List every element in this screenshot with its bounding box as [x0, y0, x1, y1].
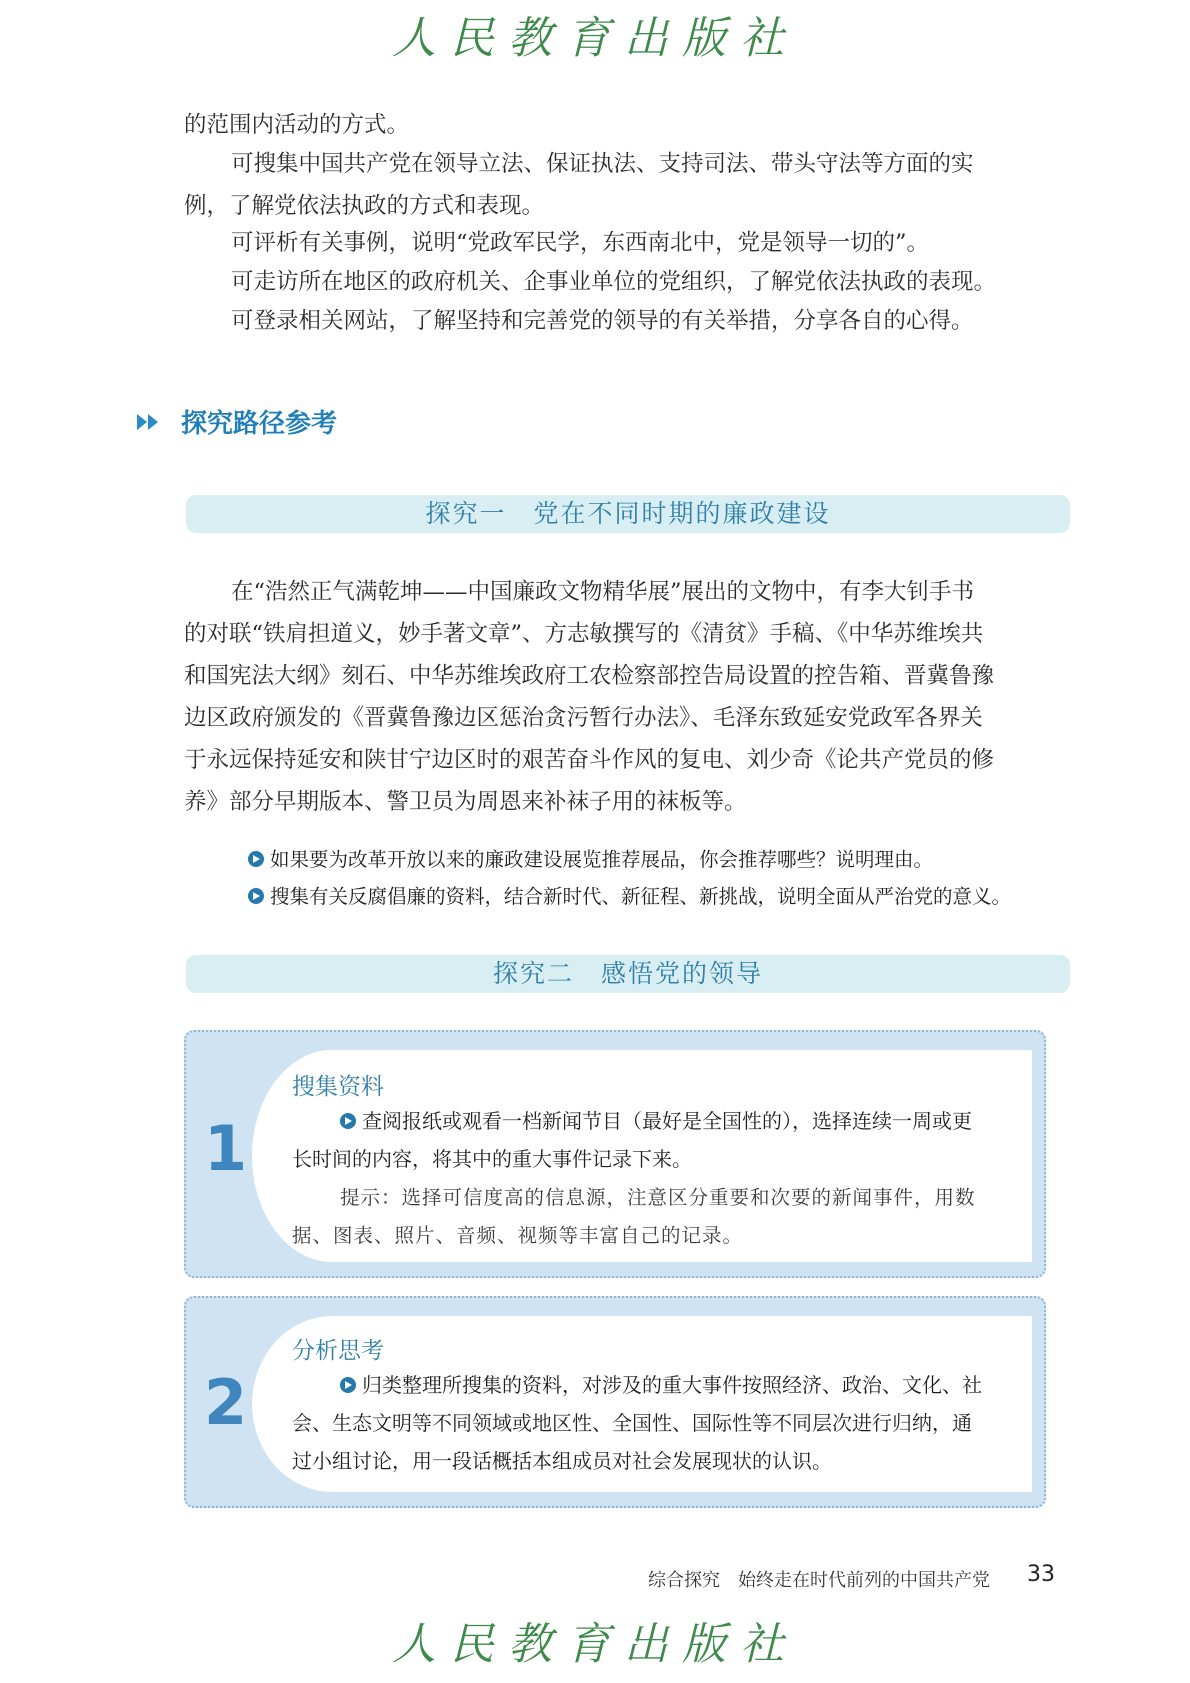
text-line: 提示：选择可信度高的信息源，注意区分重要和次要的新闻事件，用数: [340, 1186, 976, 1209]
play-bullet-icon: [248, 888, 264, 904]
publisher-watermark-top: 人民教育出版社: [392, 13, 798, 64]
section-heading: [137, 403, 337, 440]
text-line: 可评析有关事例，说明“党政军民学，东西南北中，党是领导一切的”。: [231, 230, 930, 256]
text-line: 会、生态文明等不同领域或地区性、全国性、国际性等不同层次进行归纳，通: [292, 1411, 972, 1435]
question-item: [248, 845, 933, 875]
text-line: 查阅报纸或观看一档新闻节目（最好是全国性的），选择连续一周或更: [292, 1102, 1012, 1140]
inquiry-one-paragraph: [184, 571, 1044, 823]
text-line: 可登录相关网站，了解坚持和完善党的领导的有关举措，分享各自的心得。: [231, 308, 974, 334]
inquiry-one-title: 探究一 党在不同时期的廉政建设: [186, 495, 1070, 533]
step-hint: [292, 1179, 1012, 1255]
intro-paragraph: [184, 104, 1044, 146]
step-number: 2: [204, 1366, 248, 1439]
text-line: 可搜集中国共产党在领导立法、保证执法、支持司法、带头守法等方面的实: [231, 151, 974, 177]
intro-paragraph: [184, 300, 1044, 342]
section-heading-label: 探究路径参考: [181, 409, 338, 439]
step-title: 分析思考: [292, 1338, 384, 1364]
step-card: [184, 1296, 1046, 1508]
text-line: 归类整理所搜集的资料，对涉及的重大事件按照经济、政治、文化、社: [292, 1366, 1012, 1404]
step-text: [292, 1366, 1012, 1480]
intro-paragraph: [184, 222, 1044, 264]
text-line: 过小组讨论，用一段话概括本组成员对社会发展现状的认识。: [292, 1449, 832, 1473]
text-line: 于永远保持延安和陕甘宁边区时的艰苦奋斗作风的复电、刘少奇《论共产党员的修: [184, 747, 995, 773]
step-card: [184, 1030, 1046, 1278]
intro-paragraph: [184, 143, 1044, 227]
text-line: 长时间的内容，将其中的重大事件记录下来。: [292, 1147, 692, 1171]
text-line: 可走访所在地区的政府机关、企事业单位的党组织，了解党依法执政的表现。: [231, 269, 997, 295]
inquiry-two-title: 探究二 感悟党的领导: [186, 955, 1070, 993]
page-number: 33: [1027, 1562, 1055, 1587]
text-line: 养》部分早期版本、警卫员为周恩来补袜子用的袜板等。: [184, 789, 747, 815]
step-number: 1: [204, 1112, 248, 1185]
step-title: 搜集资料: [292, 1074, 384, 1100]
play-bullet-icon: [248, 851, 264, 867]
text-line: 的对联“铁肩担道义，妙手著文章”、方志敏撰写的《清贫》手稿、《中华苏维埃共: [184, 621, 984, 647]
play-bullet-icon: [340, 1377, 356, 1393]
text-line: 例，了解党依法执政的方式和表现。: [184, 193, 545, 219]
double-arrow-icon: [137, 412, 161, 432]
publisher-watermark-bottom: 人民教育出版社: [392, 1619, 798, 1670]
step-text: [292, 1102, 1012, 1178]
intro-paragraph: [184, 261, 1044, 303]
text-line: 的范围内活动的方式。: [184, 112, 410, 138]
text-line: 边区政府颁发的《晋冀鲁豫边区惩治贪污暂行办法》、毛泽东致延安党政军各界关: [184, 705, 983, 731]
question-item: [248, 882, 1011, 912]
question-text: 如果要为改革开放以来的廉政建设展览推荐展品，你会推荐哪些？说明理由。: [270, 848, 934, 871]
text-line: 和国宪法大纲》刻石、中华苏维埃政府工农检察部控告局设置的控告箱、晋冀鲁豫: [184, 663, 995, 689]
play-bullet-icon: [340, 1113, 356, 1129]
text-line: 在“浩然正气满乾坤——中国廉政文物精华展”展出的文物中，有李大钊手书: [231, 579, 975, 605]
running-footer: 综合探究 始终走在时代前列的中国共产党: [648, 1570, 990, 1591]
question-text: 搜集有关反腐倡廉的资料，结合新时代、新征程、新挑战，说明全面从严治党的意义。: [270, 885, 1012, 908]
text-line: 据、图表、照片、音频、视频等丰富自己的记录。: [292, 1224, 744, 1247]
